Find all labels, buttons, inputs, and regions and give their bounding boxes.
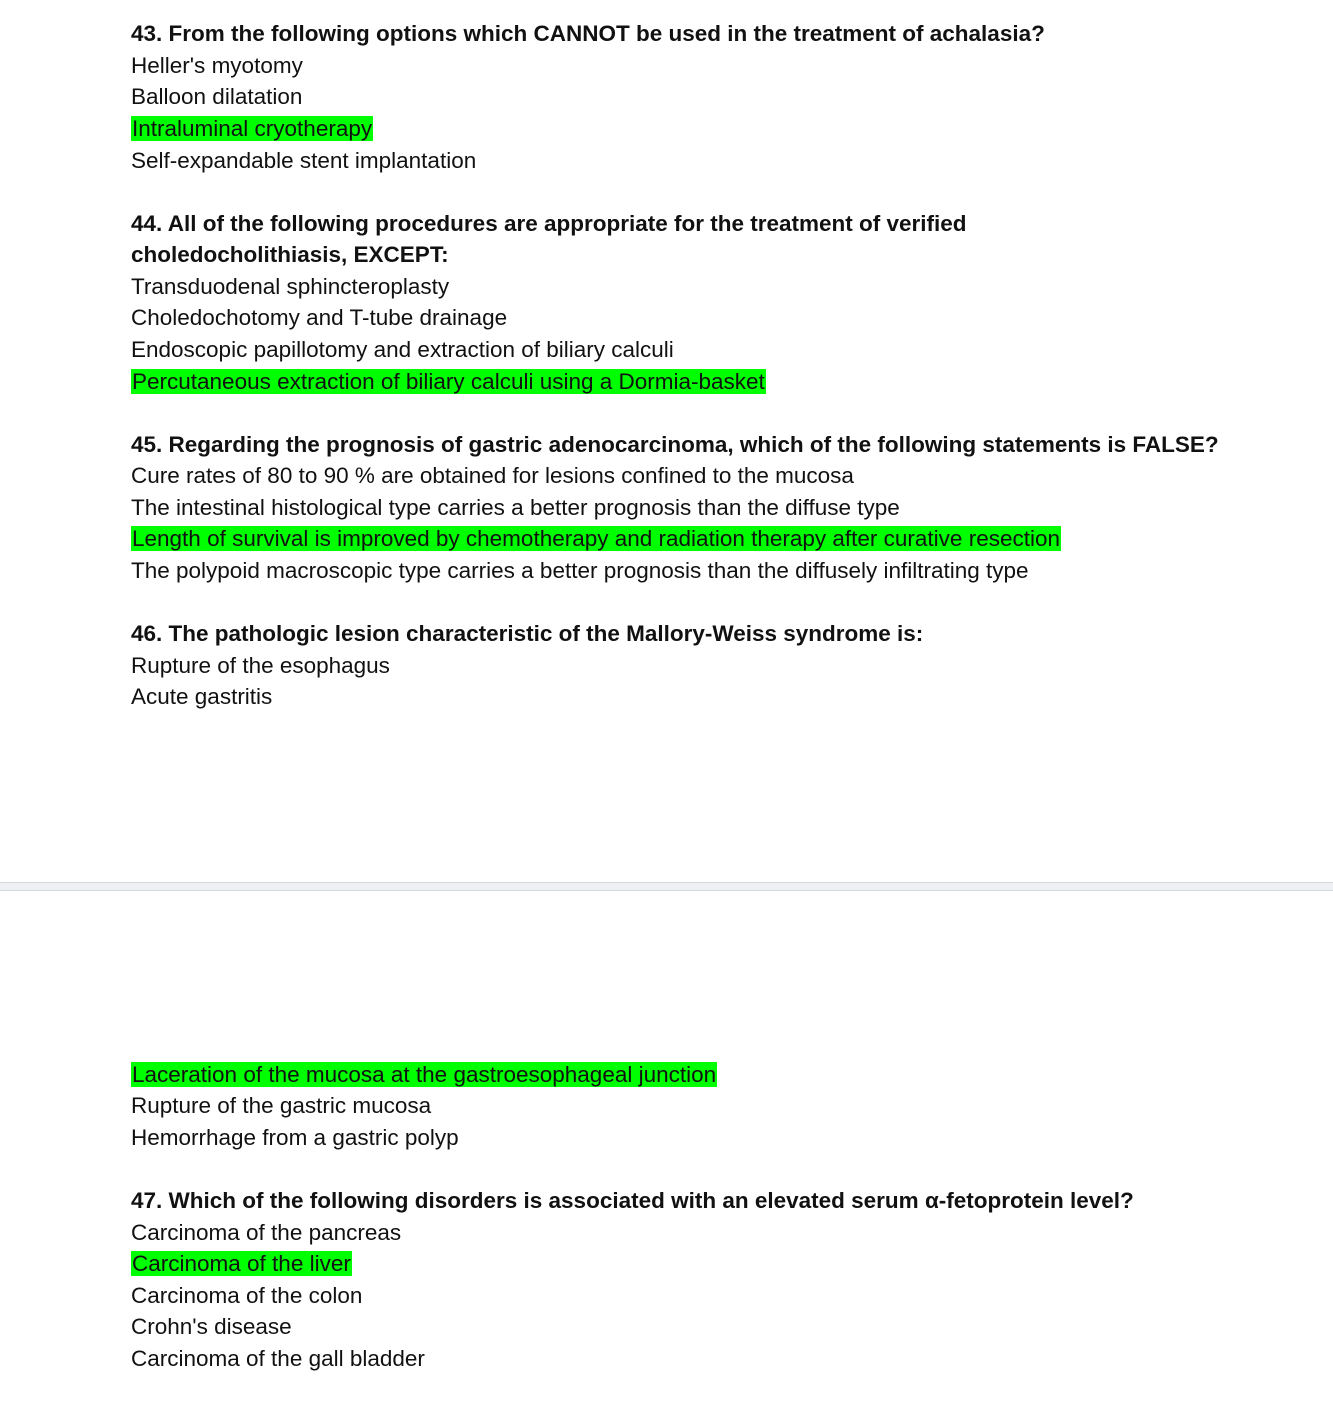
- option-46-a: Rupture of the esophagus: [131, 653, 390, 678]
- option-47-a: Carcinoma of the pancreas: [131, 1220, 402, 1245]
- page-break-divider: [0, 882, 1333, 891]
- question-44-line-1: 44. All of the following procedures are appropriate for the treatment of verified: [131, 211, 967, 236]
- option-47-e: Carcinoma of the gall bladder: [131, 1346, 425, 1371]
- option-47-c: Carcinoma of the colon: [131, 1283, 363, 1308]
- question-47: 47. Which of the following disorders is associated with an elevated serum α-fetoprotein level?: [131, 1188, 1134, 1213]
- option-44-c: Endoscopic papillotomy and extraction of biliary calculi: [131, 337, 674, 362]
- option-44-b: Choledochotomy and T-tube drainage: [131, 305, 508, 330]
- option-45-c-answer: Length of survival is improved by chemotherapy and radiation therapy after curative resection: [132, 526, 1060, 551]
- option-46-d: Rupture of the gastric mucosa: [131, 1093, 432, 1118]
- question-44-line-2: choledocholithiasis, EXCEPT:: [131, 242, 449, 267]
- option-46-b: Acute gastritis: [131, 684, 273, 709]
- page-2: [0, 891, 1333, 1401]
- option-46-e: Hemorrhage from a gastric polyp: [131, 1125, 459, 1150]
- question-46: 46. The pathologic lesion characteristic of the Mallory-Weiss syndrome is:: [131, 621, 924, 646]
- question-43: 43. From the following options which CANNOT be used in the treatment of achalasia?: [131, 21, 1045, 46]
- option-43-a: Heller's myotomy: [131, 53, 303, 78]
- option-44-a: Transduodenal sphincteroplasty: [131, 274, 450, 299]
- option-47-b-answer: Carcinoma of the liver: [132, 1251, 351, 1276]
- option-44-d-answer: Percutaneous extraction of biliary calculi using a Dormia-basket: [132, 369, 765, 394]
- option-43-b: Balloon dilatation: [131, 84, 303, 109]
- option-47-d: Crohn's disease: [131, 1314, 292, 1339]
- option-45-a: Cure rates of 80 to 90 % are obtained for lesions confined to the mucosa: [131, 463, 854, 488]
- option-45-b: The intestinal histological type carries a better prognosis than the diffuse type: [131, 495, 900, 520]
- option-46-c-answer: Laceration of the mucosa at the gastroesophageal junction: [132, 1062, 717, 1087]
- option-43-c-answer: Intraluminal cryotherapy: [132, 116, 373, 141]
- option-43-d: Self-expandable stent implantation: [131, 148, 477, 173]
- question-45: 45. Regarding the prognosis of gastric adenocarcinoma, which of the following statements is FALSE?: [131, 432, 1219, 457]
- option-45-d: The polypoid macroscopic type carries a better prognosis than the diffusely infiltrating type: [131, 558, 1029, 583]
